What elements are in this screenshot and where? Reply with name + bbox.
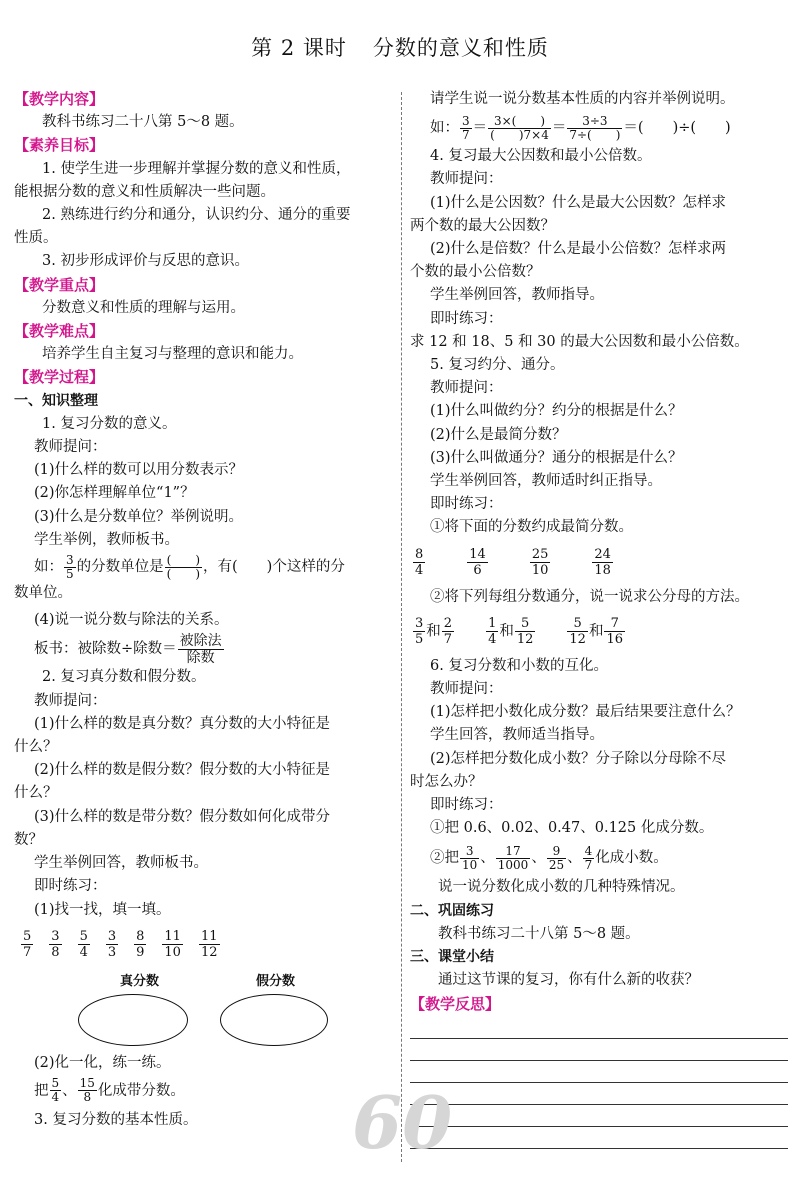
practice-label: 即时练习： [430,310,503,327]
denominator: 10 [531,563,549,579]
task-prefix: ②把 [430,850,459,867]
reflection-line[interactable] [410,1082,788,1083]
numerator: 3×( ) [488,115,551,129]
reflection-line[interactable] [410,1126,788,1127]
numerator: 5 [51,1076,60,1091]
task-simplify: ①将下面的分数约成最简分数。 [430,519,633,536]
column-divider [401,92,402,1162]
denominator: ( )7×4 [490,127,549,142]
question: (3)什么是分数单位？举例说明。 [34,508,244,525]
content-text: 教科书练习二十八第 5～8 题。 [42,114,244,131]
fraction [413,547,425,578]
fraction [567,115,622,142]
equals: ＝ [551,120,567,137]
fraction [486,616,498,647]
property-example [410,111,790,145]
page-number: 60 [352,1080,453,1165]
denominator: 25 [548,857,565,872]
fraction [134,929,146,960]
proper-oval[interactable] [78,994,188,1046]
numerator: 3 [415,616,424,632]
numerator: 5 [79,929,88,945]
question: (2)怎样把分数化成小数？分子除以分母除不尽 [430,750,727,767]
task-common-denominator: ②将下列每组分数通分，说一说求公分母的方法。 [430,588,749,605]
denominator: ( ) [166,566,201,581]
fraction-row [14,922,392,968]
numerator: 3 [460,845,479,859]
blank-fraction [165,554,202,581]
board-line [14,632,392,666]
goal-3: 3. 初步形成评价与反思的意识。 [42,253,249,270]
separator: 、 [531,850,546,867]
item-6: 6. 复习分数和小数的互化。 [430,657,608,674]
reflection-line[interactable] [410,1104,788,1105]
simplify-row [410,540,790,586]
task-post: 化成小数。 [595,850,668,867]
reflection-line[interactable] [410,1148,788,1149]
example-post: ，有( )个这样的分 [203,559,345,576]
numerator: 8 [136,929,145,945]
fraction [64,554,76,581]
question: (2)什么是最简分数？ [430,426,567,443]
fraction-pair [485,616,536,647]
denominator: 7 [462,127,470,142]
question-cont: 个数的最小公倍数？ [410,264,541,281]
special-cases: 说一说分数化成小数的几种特殊情况。 [438,879,685,896]
fraction [460,115,472,142]
section-process: 【教学过程】 [14,368,105,387]
numerator: 7 [604,616,625,632]
practice-label: 即时练习： [34,878,107,895]
teacher-asks: 教师提问： [430,380,503,397]
fraction [106,929,118,960]
fraction [604,616,625,647]
numerator: 被除法 [179,632,222,649]
denominator: 6 [473,563,482,579]
question-cont: 数？ [14,831,43,848]
convert-label: (2)化一化，练一练。 [34,1054,171,1071]
teacher-asks: 教师提问： [34,692,107,709]
denominator: 4 [79,945,88,961]
board-prefix: 板书：被除数÷除数＝ [34,641,177,658]
pairs-row [410,609,790,655]
denominator: 10 [462,857,478,872]
lesson-number: 第 2 课时 [251,36,347,60]
numerator: 14 [469,547,486,563]
numerator: 3 [51,929,60,945]
fraction [50,1077,62,1104]
denominator: 除数 [186,649,215,666]
question: (2)什么是倍数？什么是最小公倍数？怎样求两 [430,241,727,258]
section-difficulty: 【教学难点】 [14,322,105,341]
denominator: 10 [164,945,181,961]
item-3: 3. 复习分数的基本性质。 [34,1111,198,1128]
classify-ovals [14,968,392,1046]
fraction [162,929,183,960]
denominator: 4 [415,563,424,579]
denominator: 12 [516,632,534,648]
student-answer: 学生举例回答，教师指导。 [430,287,604,304]
and-word: 和 [588,623,604,640]
practice-find: (1)找一找，填一填。 [34,901,171,918]
fraction [178,633,224,666]
fraction [78,1077,97,1104]
heading-knowledge: 一、知识整理 [14,392,98,409]
denominator: 5 [415,632,424,648]
goal-2a: 2. 熟练进行约分和通分，认识约分、通分的重要 [42,207,351,224]
item-2: 2. 复习真分数和假分数。 [42,669,206,686]
section-teaching-content: 【教学内容】 [14,90,105,108]
question-cont: 什么？ [14,785,58,802]
task-to-decimal [410,840,790,876]
summary-text: 通过这节课的复习，你有什么新的收获？ [438,972,699,989]
separator: 、 [567,850,582,867]
fraction [78,929,90,960]
equals: ＝ [472,120,488,137]
student-answer: 学生回答，教师适当指导。 [430,727,604,744]
improper-oval[interactable] [220,994,328,1046]
numerator: 11 [164,929,181,945]
question: (1)怎样把小数化成分数？最后结果要注意什么？ [430,704,741,721]
fraction [496,845,531,872]
right-column [410,88,790,1016]
goal-2b: 性质。 [14,230,58,247]
improper-label: 假分数 [256,973,296,989]
page-title [0,32,800,62]
numerator: 11 [200,929,218,945]
convert-line [14,1075,392,1107]
example-post: ＝( )÷( ) [623,120,731,137]
left-column [14,88,392,1132]
numerator: 1 [488,616,497,632]
reflection-line[interactable] [410,1060,788,1061]
denominator: 7÷( ) [569,127,621,142]
task-to-fraction: ①把 0.6、0.02、0.47、0.125 化成分数。 [430,820,714,837]
denominator: 16 [606,632,623,648]
question: (3)什么样的数是带分数？假分数如何化成带分 [34,808,331,825]
property-intro: 请学生说一说分数基本性质的内容并举例说明。 [430,91,735,107]
lesson-topic: 分数的意义和性质 [372,36,549,60]
denominator: 12 [569,632,586,648]
fraction [583,845,595,872]
denominator: 7 [584,857,593,872]
denominator: 3 [107,945,117,961]
reflection-line[interactable] [410,1038,788,1039]
numerator: 3 [66,552,74,567]
convert-post: 化成带分数。 [97,1082,185,1099]
question-cont: 时怎么办？ [410,773,483,790]
fraction [467,547,488,578]
question-cont: 两个数的最大公因数？ [410,217,555,234]
separator: 、 [480,850,495,867]
denominator: 7 [23,945,32,961]
question: (1)什么样的数可以用分数表示？ [34,462,244,479]
fraction [567,616,588,647]
section-goals: 【素养目标】 [14,136,105,155]
question-cont: 什么？ [14,739,58,756]
numerator: 24 [594,547,611,563]
numerator: 3÷3 [567,115,622,129]
separator: 、 [62,1082,77,1099]
item-5: 5. 复习约分、通分。 [430,357,565,374]
denominator: 9 [136,945,145,961]
item-4: 4. 复习最大公因数和最小公倍数。 [430,148,652,165]
denominator: 1000 [497,857,529,872]
example-prefix: 如： [34,559,63,576]
student-example: 学生举例回答，教师板书。 [34,855,208,872]
item-1: 1. 复习分数的意义。 [42,415,177,432]
convert-prefix: 把 [34,1082,49,1099]
numerator: ( ) [166,552,201,567]
numerator: 9 [547,845,566,859]
fraction [21,929,33,960]
denominator: 18 [594,563,611,579]
teacher-asks: 教师提问： [430,681,503,698]
question: (2)你怎样理解单位“1”？ [34,485,195,502]
fraction [460,845,479,872]
example-cont: 数单位。 [14,585,72,602]
fraction [488,115,551,142]
question: (1)什么样的数是真分数？真分数的大小特征是 [34,715,331,732]
denominator: 12 [200,945,218,961]
fraction-pair [566,616,626,647]
practice-label: 即时练习： [430,797,503,814]
example-prefix: 如： [430,120,459,137]
example-line [14,552,392,582]
fraction [49,929,61,960]
question: (4)说一说分数与除法的关系。 [34,612,229,629]
consolidate-text: 教科书练习二十八第 5～8 题。 [438,925,640,942]
fraction-pair [412,616,455,647]
and-word: 和 [499,623,514,640]
student-example: 学生举例，教师板书。 [34,531,179,548]
denominator: 4 [488,632,497,648]
numerator: 5 [23,929,32,945]
proper-label: 真分数 [120,973,160,989]
heading-consolidate: 二、巩固练习 [410,902,494,919]
numerator: 5 [567,616,588,632]
numerator: 3 [107,929,117,945]
question: (1)什么是公因数？什么是最大公因数？怎样求 [430,194,727,211]
goal-1b: 能根据分数的意义和性质解决一些问题。 [14,183,275,200]
difficulty-text: 培养学生自主复习与整理的意识和能力。 [42,346,303,363]
fraction [515,616,536,647]
numerator: 17 [496,845,531,859]
numerator: 8 [415,547,424,563]
practice-task: 求 12 和 18、5 和 30 的最大公因数和最小公倍数。 [410,333,749,350]
goal-1a: 1. 使学生进一步理解并掌握分数的意义和性质， [42,160,351,177]
fraction [530,547,551,578]
numerator: 2 [443,616,453,632]
teacher-asks: 教师提问： [34,439,107,456]
question: (1)什么叫做约分？约分的根据是什么？ [430,403,683,420]
numerator: 15 [79,1076,95,1091]
example-mid: 的分数单位是 [76,559,164,576]
and-word: 和 [426,623,441,640]
practice-label: 即时练习： [430,496,503,513]
section-reflection: 【教学反思】 [410,994,501,1013]
fraction [413,616,425,647]
heading-summary: 三、课堂小结 [410,949,494,966]
section-key-point: 【教学重点】 [14,275,105,294]
numerator: 3 [462,113,470,128]
question: (2)什么样的数是假分数？假分数的大小特征是 [34,762,331,779]
denominator: 4 [51,1090,60,1105]
denominator: 8 [51,945,60,961]
numerator: 25 [531,547,549,563]
fraction [547,845,566,872]
numerator: 5 [515,616,536,632]
fraction [442,616,454,647]
fraction [199,929,220,960]
numerator: 4 [584,843,593,858]
key-text: 分数意义和性质的理解与运用。 [42,299,245,316]
denominator: 7 [443,632,453,648]
question: (3)什么叫做通分？通分的根据是什么？ [430,449,683,466]
denominator: 5 [66,566,74,581]
denominator: 8 [83,1090,92,1105]
student-answer: 学生举例回答，教师适时纠正指导。 [430,473,662,490]
teacher-asks: 教师提问： [430,171,503,188]
fraction [592,547,613,578]
